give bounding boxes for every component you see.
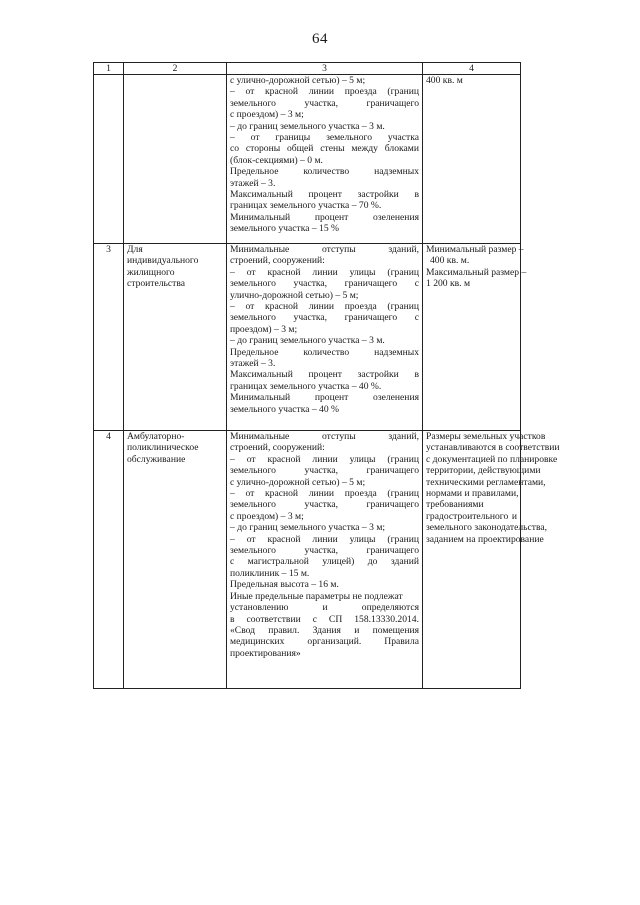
cell-line: проектирования» bbox=[230, 647, 301, 659]
cell-line: устанавливаются в соответствии bbox=[426, 442, 560, 454]
cell-line: поликлиник – 15 м. bbox=[230, 567, 310, 579]
table-row bbox=[94, 75, 521, 244]
cell-line: Предельное количество надземных bbox=[230, 346, 419, 358]
cell-line: Минимальные отступы зданий, bbox=[230, 431, 419, 442]
cell-line: жилищного bbox=[127, 266, 175, 278]
cell-line: индивидуального bbox=[127, 255, 199, 267]
column-header: 1 bbox=[94, 63, 124, 75]
cell-line: (блок-секциями) – 0 м. bbox=[230, 154, 323, 166]
cell-line: с проездом) – 3 м; bbox=[230, 510, 304, 522]
column-header: 2 bbox=[124, 63, 227, 75]
cell-line: Минимальный размер – bbox=[426, 244, 524, 255]
cell-line: строений, сооружений: bbox=[230, 255, 325, 267]
row-number-cell: 4 bbox=[94, 431, 124, 689]
cell-line: Иные предельные параметры не подлежат bbox=[230, 590, 403, 602]
cell-line: земельного законодательства, bbox=[426, 522, 548, 534]
cell-line: техническими регламентами, bbox=[426, 476, 546, 488]
cell-line: Максимальный процент застройки в bbox=[230, 369, 419, 381]
table-row bbox=[94, 431, 521, 689]
cell-line: – от красной линии проезда (границ bbox=[230, 301, 419, 313]
cell-line: строений, сооружений: bbox=[230, 442, 325, 454]
cell-line: – до границ земельного участка – 3 м. bbox=[230, 120, 385, 132]
cell-line: Минимальные отступы зданий, bbox=[230, 244, 419, 255]
plot-size-cell bbox=[423, 244, 527, 431]
parameters-cell bbox=[227, 75, 423, 244]
cell-line: границах земельного участка – 70 %. bbox=[230, 200, 382, 212]
cell-line: со стороны общей стены между блоками bbox=[230, 143, 419, 155]
cell-line: Минимальный процент озеленения bbox=[230, 392, 419, 404]
cell-line: заданием на проектирование bbox=[426, 533, 544, 545]
column-header: 4 bbox=[423, 63, 521, 75]
plot-size-cell bbox=[423, 75, 521, 244]
use-type-cell bbox=[124, 431, 227, 689]
cell-line: этажей – 3. bbox=[230, 177, 276, 189]
cell-line: градостроительного и bbox=[426, 510, 517, 522]
cell-line: – до границ земельного участка – 3 м; bbox=[230, 522, 386, 534]
cell-line: – от красной линии улицы (границ bbox=[230, 533, 419, 545]
parameters-cell bbox=[227, 244, 423, 431]
cell-line: земельного участка, граничащего bbox=[230, 545, 419, 557]
cell-line: 400 кв. м bbox=[426, 75, 463, 86]
cell-line: с документацией по планировке bbox=[426, 453, 558, 465]
cell-line: с улично-дорожной сетью) – 5 м; bbox=[230, 75, 366, 86]
cell-line: строительства bbox=[127, 278, 186, 290]
cell-line: земельного участка, граничащего с bbox=[230, 312, 419, 324]
use-type-cell bbox=[124, 75, 227, 244]
cell-line: земельного участка, граничащего bbox=[230, 465, 419, 477]
cell-line: с проездом) – 3 м; bbox=[230, 109, 304, 121]
cell-line: Предельное количество надземных bbox=[230, 166, 419, 178]
plot-size-cell bbox=[423, 431, 560, 689]
cell-line: земельного участка, граничащего bbox=[230, 97, 419, 109]
parameters-cell bbox=[227, 431, 423, 689]
cell-line: – от красной линии проезда (границ bbox=[230, 86, 419, 98]
cell-line: – от красной линии проезда (границ bbox=[230, 488, 419, 500]
cell-line: установлению и определяются bbox=[230, 602, 419, 614]
cell-line: Минимальный процент озеленения bbox=[230, 211, 419, 223]
cell-line: земельного участка – 15 % bbox=[230, 223, 340, 235]
cell-line: нормами и правилами, bbox=[426, 488, 519, 500]
cell-line: Амбулаторно- bbox=[127, 431, 185, 442]
cell-line: земельного участка, граничащего bbox=[230, 499, 419, 511]
cell-line: – от красной линии улицы (границ bbox=[230, 453, 419, 465]
cell-line: Для bbox=[127, 244, 143, 255]
cell-line: этажей – 3. bbox=[230, 358, 276, 370]
cell-line: требованиями bbox=[426, 499, 484, 511]
regulations-table bbox=[93, 62, 560, 689]
row-number-cell: 3 bbox=[94, 244, 124, 431]
cell-line: земельного участка – 40 % bbox=[230, 403, 340, 415]
column-header: 3 bbox=[227, 63, 423, 75]
cell-line: 400 кв. м. bbox=[430, 255, 470, 267]
use-type-cell bbox=[124, 244, 227, 431]
cell-line: улично-дорожной сетью) – 5 м; bbox=[230, 289, 359, 301]
cell-line: Максимальный процент застройки в bbox=[230, 189, 419, 201]
row-number-cell bbox=[94, 75, 124, 244]
cell-line: – от границы земельного участка bbox=[230, 132, 419, 144]
cell-line: Размеры земельных участков bbox=[426, 431, 546, 442]
cell-line: «Свод правил. Здания и помещения bbox=[230, 624, 419, 636]
page-number: 64 bbox=[312, 31, 328, 47]
cell-line: территории, действующими bbox=[426, 465, 541, 477]
cell-line: поликлиническое bbox=[127, 442, 199, 454]
cell-line: – до границ земельного участка – 3 м. bbox=[230, 335, 385, 347]
cell-line: в соответствии с СП 158.13330.2014. bbox=[230, 613, 419, 625]
cell-line: земельного участка, граничащего с bbox=[230, 278, 419, 290]
cell-line: границах земельного участка – 40 %. bbox=[230, 380, 382, 392]
cell-line: медицинских организаций. Правила bbox=[230, 636, 419, 648]
table-header-row bbox=[94, 63, 521, 75]
cell-line: проездом) – 3 м; bbox=[230, 323, 298, 335]
cell-line: Максимальный размер – bbox=[426, 266, 527, 278]
table-row bbox=[94, 244, 521, 431]
cell-line: с магистральной улицей) до зданий bbox=[230, 556, 419, 568]
cell-line: – от красной линии улицы (границ bbox=[230, 266, 419, 278]
cell-line: Предельная высота – 16 м. bbox=[230, 579, 339, 591]
cell-line: с улично-дорожной сетью) – 5 м; bbox=[230, 476, 366, 488]
cell-line: обслуживание bbox=[127, 453, 186, 465]
cell-line: 1 200 кв. м bbox=[426, 278, 471, 290]
